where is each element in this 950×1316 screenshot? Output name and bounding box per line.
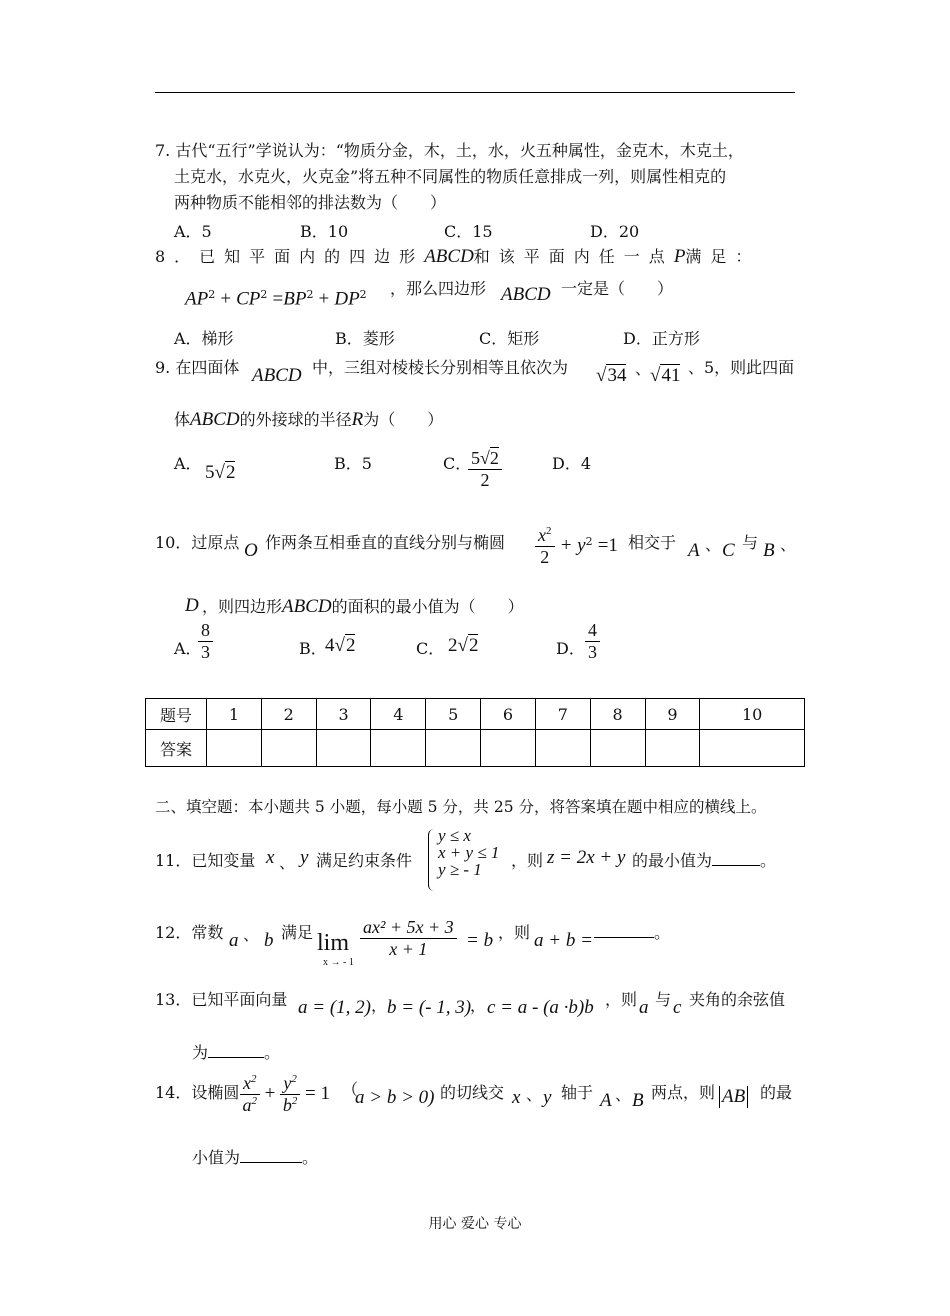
q11-y: y bbox=[300, 847, 309, 868]
table-number-cell: 8 bbox=[590, 699, 645, 730]
q10-sq: 2 bbox=[546, 525, 552, 537]
q11-constraint-1: y ≤ x bbox=[438, 826, 471, 845]
q14-sq4: 2 bbox=[291, 1094, 298, 1107]
q12-sep: 、 bbox=[243, 925, 260, 944]
table-number-cell: 9 bbox=[645, 699, 700, 730]
q10-option-b-value: 4√2 bbox=[325, 635, 356, 656]
q12-b: b bbox=[264, 930, 274, 951]
q14-line2 bbox=[192, 1145, 318, 1168]
q13-vector-b: b = (- 1, 3) bbox=[387, 997, 472, 1018]
q14-start: 14．设椭圆 bbox=[155, 1083, 240, 1102]
q13-period: 。 bbox=[264, 1043, 281, 1062]
q8-equals: = bbox=[272, 288, 284, 310]
q9-root-34: √34 bbox=[596, 365, 627, 386]
q7-option-b: B．10 bbox=[300, 222, 349, 241]
q14-x: x bbox=[243, 1073, 251, 1093]
q9-line2 bbox=[174, 407, 443, 431]
q13-end: 夹角的余弦值 bbox=[689, 990, 786, 1009]
q10-point-b: B bbox=[763, 540, 775, 561]
q14-mid: 的切线交 bbox=[440, 1083, 505, 1102]
q9-option-a-coef: 5 bbox=[205, 462, 215, 483]
q14-axis: 轴于 bbox=[561, 1083, 594, 1102]
answer-cell[interactable] bbox=[700, 730, 805, 767]
q8-ap: AP bbox=[185, 288, 209, 310]
table-number-cell: 1 bbox=[207, 699, 262, 730]
table-header-label: 题号 bbox=[146, 699, 207, 730]
q8-plus1: + bbox=[220, 288, 232, 310]
q10-origin-o: O bbox=[244, 540, 258, 561]
q10-start: 10．过原点 bbox=[155, 533, 240, 552]
q14-sq2: 2 bbox=[251, 1094, 257, 1107]
q10-line2 bbox=[202, 594, 524, 618]
q8-abcd: ABCD bbox=[424, 246, 474, 267]
q10-option-c-value: 2√2 bbox=[448, 635, 479, 656]
q8-sq1: 2 bbox=[208, 288, 216, 301]
q9-option-c-den: 2 bbox=[480, 469, 490, 490]
q11-end bbox=[632, 848, 776, 871]
q10-option-a-value bbox=[198, 620, 213, 663]
q7-line2: 土克水，水克火，火克金”将五种不同属性的物质任意排成一列，则属性相克的 bbox=[174, 167, 727, 186]
q13-comma1: ， bbox=[371, 996, 388, 1015]
q9-tail: 、5，则此四面 bbox=[688, 358, 795, 377]
q14-eq1: = 1 bbox=[305, 1083, 330, 1105]
table-number-cell: 2 bbox=[261, 699, 316, 730]
q12-apb: a + b = bbox=[534, 930, 593, 951]
q14-sq3: 2 bbox=[291, 1073, 297, 1085]
answer-cell[interactable] bbox=[316, 730, 371, 767]
q14-ab-abs: AB bbox=[719, 1086, 748, 1108]
q9-option-d: D．4 bbox=[552, 454, 592, 473]
q12-lim: lim bbox=[317, 930, 350, 956]
table-number-cell: 10 bbox=[700, 699, 805, 730]
answer-cell[interactable] bbox=[426, 730, 481, 767]
q9-sep: 、 bbox=[635, 359, 652, 378]
q8-point-p: P bbox=[673, 246, 686, 267]
page-footer: 用心 爱心 专心 bbox=[428, 1216, 522, 1232]
q10-den: 2 bbox=[540, 546, 550, 567]
q14-x-axis: x bbox=[512, 1087, 521, 1108]
q14-two: 两点，则 bbox=[651, 1083, 716, 1102]
table-answer-label: 答案 bbox=[146, 730, 207, 767]
q9-root-34-value: 34 bbox=[607, 365, 627, 386]
table-row-answers bbox=[146, 730, 805, 767]
q9-abcd-2: ABCD bbox=[190, 409, 240, 430]
q8-equation bbox=[185, 288, 367, 310]
answer-cell[interactable] bbox=[371, 730, 426, 767]
table-number-cell: 3 bbox=[316, 699, 371, 730]
q8-option-d: D．正方形 bbox=[623, 329, 700, 348]
q9-option-a-value: 5√2 bbox=[205, 462, 236, 483]
q14-sep2: 、 bbox=[615, 1085, 632, 1104]
q8-line2-text: ，那么四边形 bbox=[390, 279, 487, 298]
q9-mid: 中，三组对棱棱长分别相等且依次为 bbox=[312, 358, 569, 377]
q14-cond-open: （ bbox=[342, 1080, 359, 1099]
q10-option-c-coef: 2 bbox=[448, 635, 458, 656]
q9-line2-c: 为（ ） bbox=[363, 410, 444, 429]
q12-eqb: = b bbox=[466, 930, 494, 951]
q10-line2-text: ，则四边形 bbox=[202, 597, 283, 616]
q14-sep1: 、 bbox=[526, 1085, 543, 1104]
q9-option-c-value: $\frac{5√2}{2}$ bbox=[468, 448, 502, 491]
q11-then: ，则 bbox=[511, 851, 544, 870]
q10-point-d: D bbox=[185, 595, 199, 616]
q10-eq1: =1 bbox=[597, 535, 618, 557]
q10-point-c: C bbox=[722, 540, 735, 561]
q12-fraction bbox=[360, 917, 457, 960]
q10-sep1: 、 bbox=[705, 535, 722, 554]
q13-yu: 与 bbox=[655, 990, 672, 1009]
table-row-numbers bbox=[146, 699, 805, 730]
answer-cell[interactable] bbox=[645, 730, 700, 767]
q7-option-c: C．15 bbox=[444, 222, 493, 241]
q14-cond: a > b > 0) bbox=[355, 1087, 435, 1108]
q9-line2-b: 的外接球的半径 bbox=[239, 410, 352, 429]
q13-a: a bbox=[639, 997, 649, 1018]
table-number-cell: 4 bbox=[371, 699, 426, 730]
q10-yu: 与 bbox=[742, 533, 759, 552]
header-rule bbox=[155, 92, 795, 93]
q9-start: 9. 在四面体 bbox=[155, 358, 240, 377]
q14-b: b bbox=[282, 1094, 292, 1115]
q10-mid: 作两条互相垂直的直线分别与椭圆 bbox=[265, 533, 506, 552]
q8-option-c: C．矩形 bbox=[479, 329, 540, 348]
q8-bp: BP bbox=[283, 288, 307, 310]
q10-option-b-coef: 4 bbox=[325, 635, 335, 656]
section2-heading: 二、填空题：本小题共 5 小题，每小题 5 分，共 25 分，将答案填在题中相应的横线上。 bbox=[155, 798, 767, 816]
q10-option-d-value bbox=[585, 620, 600, 663]
q10-plus-y: + y bbox=[559, 535, 586, 557]
answer-cell[interactable] bbox=[207, 730, 262, 767]
q9-option-c-coef: 5 bbox=[471, 448, 480, 468]
q8-text-mid: 和该平面内任一点 bbox=[473, 247, 674, 266]
q9-abcd: ABCD bbox=[252, 365, 302, 386]
q11-end-text: 的最小值为 bbox=[632, 851, 713, 870]
q10-ellipse-eq bbox=[535, 525, 618, 568]
q11-brace bbox=[428, 829, 435, 891]
q8-dp: DP bbox=[334, 288, 360, 310]
q10-abcd: ABCD bbox=[282, 596, 332, 617]
q12-numerator: ax² + 5x + 3 bbox=[360, 917, 457, 939]
answer-cell[interactable] bbox=[481, 730, 536, 767]
q13-c: c bbox=[673, 997, 682, 1018]
q10-x: x bbox=[538, 525, 546, 545]
q11-sep: 、 bbox=[279, 853, 296, 872]
q11-objective: z = 2x + y bbox=[547, 847, 626, 868]
q10-option-b-rad: 2 bbox=[345, 635, 356, 656]
q8-sq2: 2 bbox=[260, 288, 268, 301]
q8-text-start: 8．已知平面内的四边形 bbox=[155, 247, 425, 266]
q9-option-c-label: C． bbox=[443, 454, 472, 473]
answer-cell[interactable] bbox=[261, 730, 316, 767]
q11-constraint-3: y ≥ - 1 bbox=[438, 860, 482, 879]
q9-root-41: √41 bbox=[650, 365, 681, 386]
answer-cell[interactable] bbox=[590, 730, 645, 767]
q10-sep2: 、 bbox=[780, 535, 797, 554]
q12-blank-wrap bbox=[594, 920, 670, 943]
q8-sq3: 2 bbox=[306, 288, 314, 301]
q10-option-d-label: D． bbox=[556, 639, 585, 658]
q14-answer-blank[interactable] bbox=[240, 1162, 302, 1163]
q10-option-a-label: A． bbox=[174, 639, 202, 658]
q14-period: 。 bbox=[302, 1148, 319, 1167]
q13-line2-text: 为 bbox=[192, 1043, 209, 1062]
q8-sq4: 2 bbox=[359, 288, 367, 301]
q11-mid: 满足约束条件 bbox=[316, 851, 413, 870]
q14-end: 的最 bbox=[760, 1083, 793, 1102]
q7-line1: 7. 古代“五行”学说认为：“物质分金，木，土，水，火五种属性，金克木，木克土， bbox=[155, 141, 744, 160]
q8-option-b: B．菱形 bbox=[335, 329, 395, 348]
q14-ellipse-eq bbox=[240, 1073, 330, 1116]
q11-x: x bbox=[266, 847, 275, 868]
q12-a: a bbox=[229, 930, 239, 951]
q11-period: 。 bbox=[760, 851, 777, 870]
q11-constraint-2: x + y ≤ 1 bbox=[438, 843, 500, 862]
q10-point-a: A bbox=[688, 540, 700, 561]
table-number-cell: 5 bbox=[426, 699, 481, 730]
table-number-cell: 6 bbox=[481, 699, 536, 730]
q11-answer-blank[interactable] bbox=[712, 865, 760, 866]
q12-start: 12．常数 bbox=[155, 923, 224, 942]
q8-line1 bbox=[155, 244, 760, 268]
answer-cell[interactable] bbox=[535, 730, 590, 767]
q10-option-b-label: B． bbox=[299, 639, 327, 658]
q9-option-b: B．5 bbox=[334, 454, 372, 473]
q8-option-a: A．梯形 bbox=[174, 329, 234, 348]
q13-start: 13．已知平面向量 bbox=[155, 990, 288, 1009]
q14-point-a: A bbox=[600, 1090, 612, 1111]
q14-a: a bbox=[242, 1094, 252, 1115]
q13-line2 bbox=[192, 1040, 280, 1063]
q12-then: ，则 bbox=[498, 923, 531, 942]
q14-plus: + bbox=[264, 1083, 276, 1105]
q14-sq1: 2 bbox=[251, 1073, 257, 1085]
q14-point-b: B bbox=[632, 1090, 644, 1111]
q7-option-d: D．20 bbox=[590, 222, 640, 241]
q10-line2-end: 的面积的最小值为（ ） bbox=[331, 597, 524, 616]
q10-option-d-num: 4 bbox=[585, 620, 600, 642]
q9-option-a-rad: 2 bbox=[225, 462, 236, 483]
q13-comma2: ， bbox=[470, 996, 487, 1015]
q8-cp: CP bbox=[236, 288, 261, 310]
q7-option-a: A．5 bbox=[174, 222, 212, 241]
q10-option-c-label: C． bbox=[416, 639, 445, 658]
q9-line2-a: 体 bbox=[174, 410, 191, 429]
q8-text-end: 满足： bbox=[685, 247, 761, 266]
q9-option-c-rad: 2 bbox=[489, 448, 499, 468]
q13-vector-a: a = (1, 2) bbox=[298, 997, 371, 1018]
q12-lim-sub: x → - 1 bbox=[323, 957, 354, 968]
q13-answer-blank[interactable] bbox=[208, 1057, 264, 1058]
q10-mid2: 相交于 bbox=[628, 533, 677, 552]
q12-period: 。 bbox=[654, 923, 671, 942]
answer-table bbox=[145, 698, 805, 767]
q14-y-axis: y bbox=[543, 1087, 552, 1108]
q10-option-c-rad: 2 bbox=[468, 635, 479, 656]
q13-then: ，则 bbox=[605, 990, 638, 1009]
q11-start: 11．已知变量 bbox=[155, 851, 256, 870]
table-number-cell: 7 bbox=[535, 699, 590, 730]
q8-abcd-2: ABCD bbox=[501, 284, 551, 305]
q12-denominator: x + 1 bbox=[389, 938, 428, 959]
q10-option-d-den: 3 bbox=[588, 641, 597, 662]
q9-root-41-value: 41 bbox=[661, 365, 681, 386]
q10-option-a-num: 8 bbox=[198, 620, 213, 642]
q14-y: y bbox=[283, 1073, 292, 1093]
q8-line2-end: 一定是（ ） bbox=[561, 279, 674, 298]
q10-sq-y: 2 bbox=[585, 534, 593, 548]
q12-answer-blank[interactable] bbox=[594, 937, 654, 938]
q9-option-a-label: A． bbox=[174, 454, 202, 473]
q10-option-a-den: 3 bbox=[201, 641, 210, 662]
q8-plus2: + bbox=[318, 288, 330, 310]
q14-line2-text: 小值为 bbox=[192, 1148, 241, 1167]
q9-radius-r: R bbox=[351, 409, 364, 430]
q13-vector-c: c = a - (a ·b)b bbox=[487, 997, 594, 1018]
q12-mid: 满足 bbox=[281, 923, 314, 942]
q7-line3: 两种物质不能相邻的排法数为（ ） bbox=[174, 193, 447, 212]
